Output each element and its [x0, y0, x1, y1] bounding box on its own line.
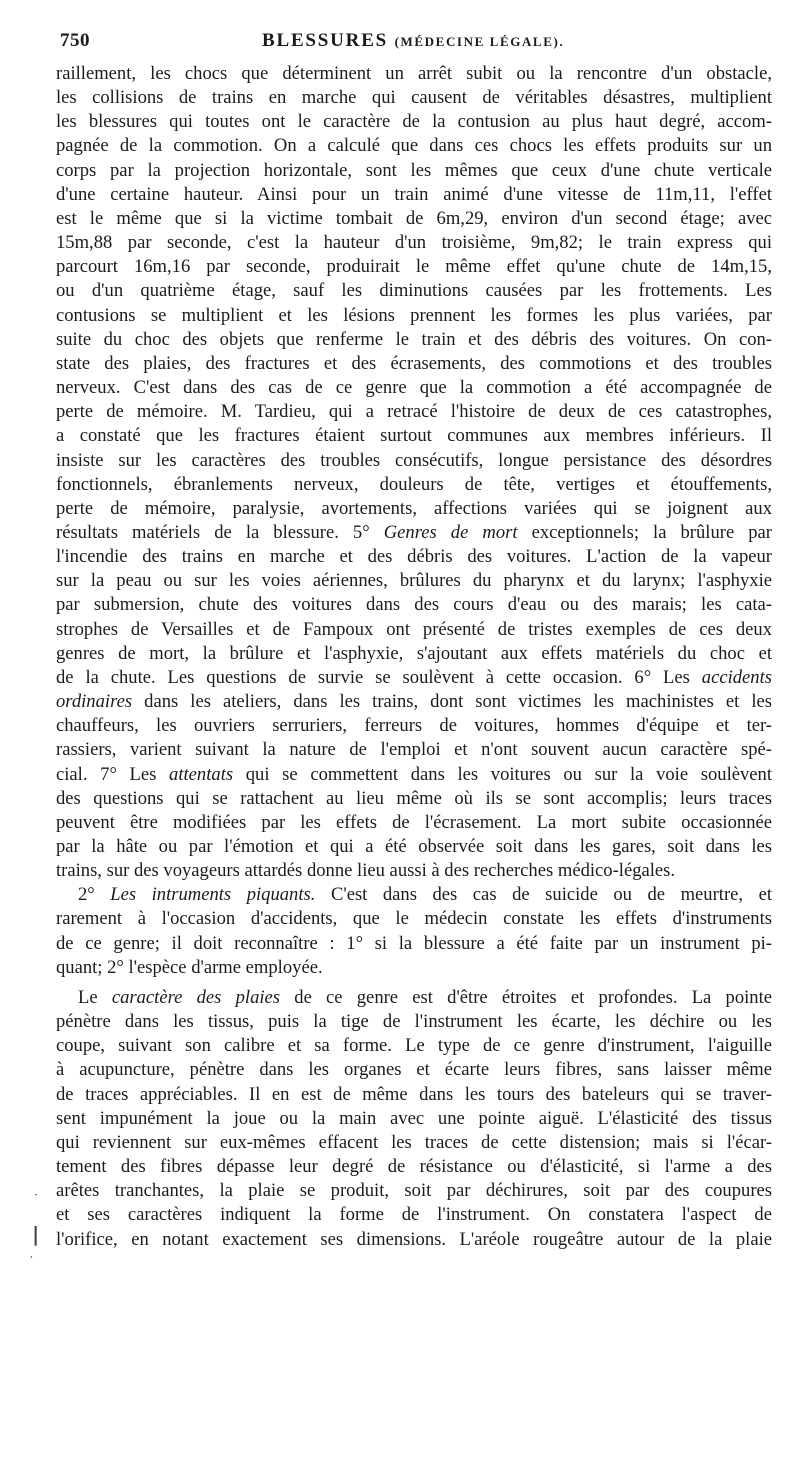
text-line: par la hâte ou par l'émotion et qui a été observée soit dans les gares, soit dans les	[56, 836, 772, 857]
margin-speck: ′	[30, 1254, 33, 1268]
text-run: Le	[78, 986, 112, 1008]
text-line: genres de mort, la brûlure et l'asphyxie, s'ajoutant aux effets matériels du choc et	[56, 642, 772, 664]
page-header	[56, 28, 772, 62]
emphasis-genres-de-mort: Genres de mort	[383, 521, 518, 543]
text-line: perte de mémoire, paralysie, avortements, affections variées qui se joignent aux	[56, 497, 772, 519]
text-line: coupe, suivant son calibre et sa forme. Le type de ce genre d'instrument, l'aiguille	[56, 1035, 772, 1057]
text-line: insiste sur les caractères des troubles consécutifs, longue persistance des désordres	[56, 449, 772, 471]
text-line: et ses caractères indiquent la forme de l'instrument. On constatera l'aspect de	[56, 1204, 772, 1226]
emphasis-ordinaires: ordinaires	[56, 691, 133, 713]
text-line: perte de mémoire. M. Tardieu, qui a retracé l'histoire de deux de ces catastrophes,	[56, 401, 772, 423]
text-run: qui se commettent dans les voitures ou sur la voie soulèvent	[233, 763, 772, 785]
text-line: raillement, les chocs que déterminent un arrêt subit ou la rencontre d'un obstacle,	[56, 63, 772, 84]
text-line: par submersion, chute des voitures dans des cours d'eau ou des marais; les cata-	[56, 594, 772, 616]
text-line: 15m,88 par seconde, c'est la hauteur d'un troisième, 9m,82; le train express qui	[56, 232, 772, 254]
text-line: les collisions de trains en marche qui causent de véritables désastres, multiplient	[56, 87, 772, 109]
emphasis-caractere-des-plaies: caractère des plaies	[111, 986, 281, 1008]
text-line: rassiers, varient suivant la nature de l'emploi et n'ont souvent aucun caractère spé-	[56, 739, 772, 761]
text-line: chauffeurs, les ouvriers serruriers, ferreurs de voitures, hommes d'équipe et ter-	[56, 715, 772, 737]
text-line: trains, sur des voyageurs attardés donne lieu aussi à des recherches médico-légales.	[56, 860, 676, 882]
text-line: strophes de Versailles et de Fampoux ont présenté de tristes exemples de ces deux	[56, 618, 772, 640]
text-line: qui reviennent sur eux-mêmes effacent les traces de cette distension; mais si l'écar-	[56, 1131, 772, 1153]
text-run: dans les ateliers, dans les trains, dont sont victimes les machinistes et les	[132, 691, 772, 713]
text-line: sur la peau ou sur les voies aériennes, brûlures du pharynx et du larynx; l'asphyxie	[56, 570, 772, 592]
text-line: pénètre dans les tissus, puis la tige de l'instrument les écarte, les déchire ou les	[56, 1011, 772, 1033]
text-line: quant; 2° l'espèce d'arme employée.	[56, 956, 323, 978]
text-run: résultats matériels de la blessure. 5°	[56, 521, 384, 543]
emphasis-accidents: accidents	[701, 666, 772, 688]
text-line: corps par la projection horizontale, sont les mêmes que ceux d'une chute verticale	[56, 159, 772, 181]
paragraph-piercing-instruments	[56, 883, 772, 980]
text-line: parcourt 16m,16 par seconde, produirait le même effet qu'une chute de 14m,15,	[56, 256, 772, 278]
text-line: l'orifice, en notant exactement ses dimensions. L'aréole rougeâtre autour de la plaie	[56, 1228, 772, 1250]
emphasis-attentats: attentats	[169, 763, 234, 785]
text-line-mixed	[56, 883, 772, 907]
paragraph-railway-injuries	[56, 62, 772, 883]
text-line: fonctionnels, ébranlements nerveux, douleurs de tête, vertiges et étouffements,	[56, 473, 772, 495]
text-line: ou d'un quatrième étage, sauf les diminutions causées par les frottements. Les	[56, 280, 772, 302]
text-line: rarement à l'occasion d'accidents, que le médecin constate les effets d'instruments	[56, 908, 772, 930]
text-line: de ce genre; il doit reconnaître : 1° si la blessure a été faite par un instrument pi-	[56, 932, 772, 954]
text-line-mixed	[56, 690, 772, 714]
text-line: d'une certaine hauteur. Ainsi pour un train animé d'une vitesse de 11m,11, l'effet	[56, 183, 772, 205]
text-line: des questions qui se rattachent au lieu même où ils se sont accomplis; leurs traces	[56, 787, 772, 809]
text-line-mixed	[56, 763, 772, 787]
page-body	[56, 62, 772, 1252]
text-run: de la chute. Les questions de survie se soulèvent à cette occasion. 6° Les	[56, 666, 702, 688]
running-title-main: BLESSURES	[262, 30, 389, 51]
text-run: cial. 7° Les	[56, 763, 170, 785]
text-line: l'incendie des trains en marche et des débris des voitures. L'action de la vapeur	[56, 546, 772, 568]
text-line: est le même que si la victime tombait de 6m,29, environ d'un second étage; avec	[56, 207, 772, 229]
text-line: de traces appréciables. Il en est de même dans les tours des bateleurs qui se traver-	[56, 1083, 772, 1105]
text-line: pagnée de la commotion. On a calculé que dans ces chocs les effets produits sur un	[56, 135, 772, 157]
section-title-piercing-instruments: Les intruments piquants.	[110, 884, 316, 906]
book-page	[56, 28, 772, 1252]
text-run: C'est dans des cas de suicide ou de meurtre, et	[315, 884, 772, 906]
text-run: exceptionnels; la brûlure par	[517, 521, 772, 543]
running-title	[262, 30, 564, 52]
text-line: nerveux. C'est dans des cas de ce genre que la commotion a été accompagnée de	[56, 377, 772, 399]
margin-speck: ·	[34, 1188, 38, 1202]
text-line: arêtes tranchantes, la plaie se produit, soit par déchirures, soit par des coupures	[56, 1180, 772, 1202]
running-title-subtitle: (MÉDECINE LÉGALE).	[394, 34, 565, 49]
text-line: à acupuncture, pénètre dans les organes et écarte leurs fibres, sans laisser même	[56, 1059, 772, 1081]
text-line: suite du choc des objets que renferme le train et des débris des voitures. On con-	[56, 328, 772, 350]
text-line: contusions se multiplient et les lésions prennent les formes les plus variées, par	[56, 304, 772, 326]
page-number: 750	[60, 30, 90, 51]
text-line-mixed	[56, 986, 772, 1010]
text-line: peuvent être modifiées par les effets de l'écrasement. La mort subite occasionnée	[56, 811, 772, 833]
text-line: les blessures qui toutes ont le caractère de la contusion au plus haut degré, accom-	[56, 111, 772, 133]
text-line: sent impunément la joue ou la main avec une pointe aiguë. L'élasticité des tissus	[56, 1107, 772, 1129]
paragraph-wound-character	[56, 986, 772, 1252]
text-line: a constaté que les fractures étaient surtout communes aux membres inférieurs. Il	[56, 425, 772, 447]
text-line: state des plaies, des fractures et des écrasements, des commotions et des troubles	[56, 352, 772, 374]
text-line-mixed	[56, 521, 772, 545]
text-line-mixed	[56, 666, 772, 690]
margin-pencil-mark: |	[32, 1222, 40, 1246]
text-line: tement des fibres dépasse leur degré de résistance ou d'élasticité, si l'arme a des	[56, 1156, 772, 1178]
text-run: de ce genre est d'être étroites et profondes. La pointe	[280, 986, 773, 1008]
text-run: 2°	[78, 884, 111, 906]
